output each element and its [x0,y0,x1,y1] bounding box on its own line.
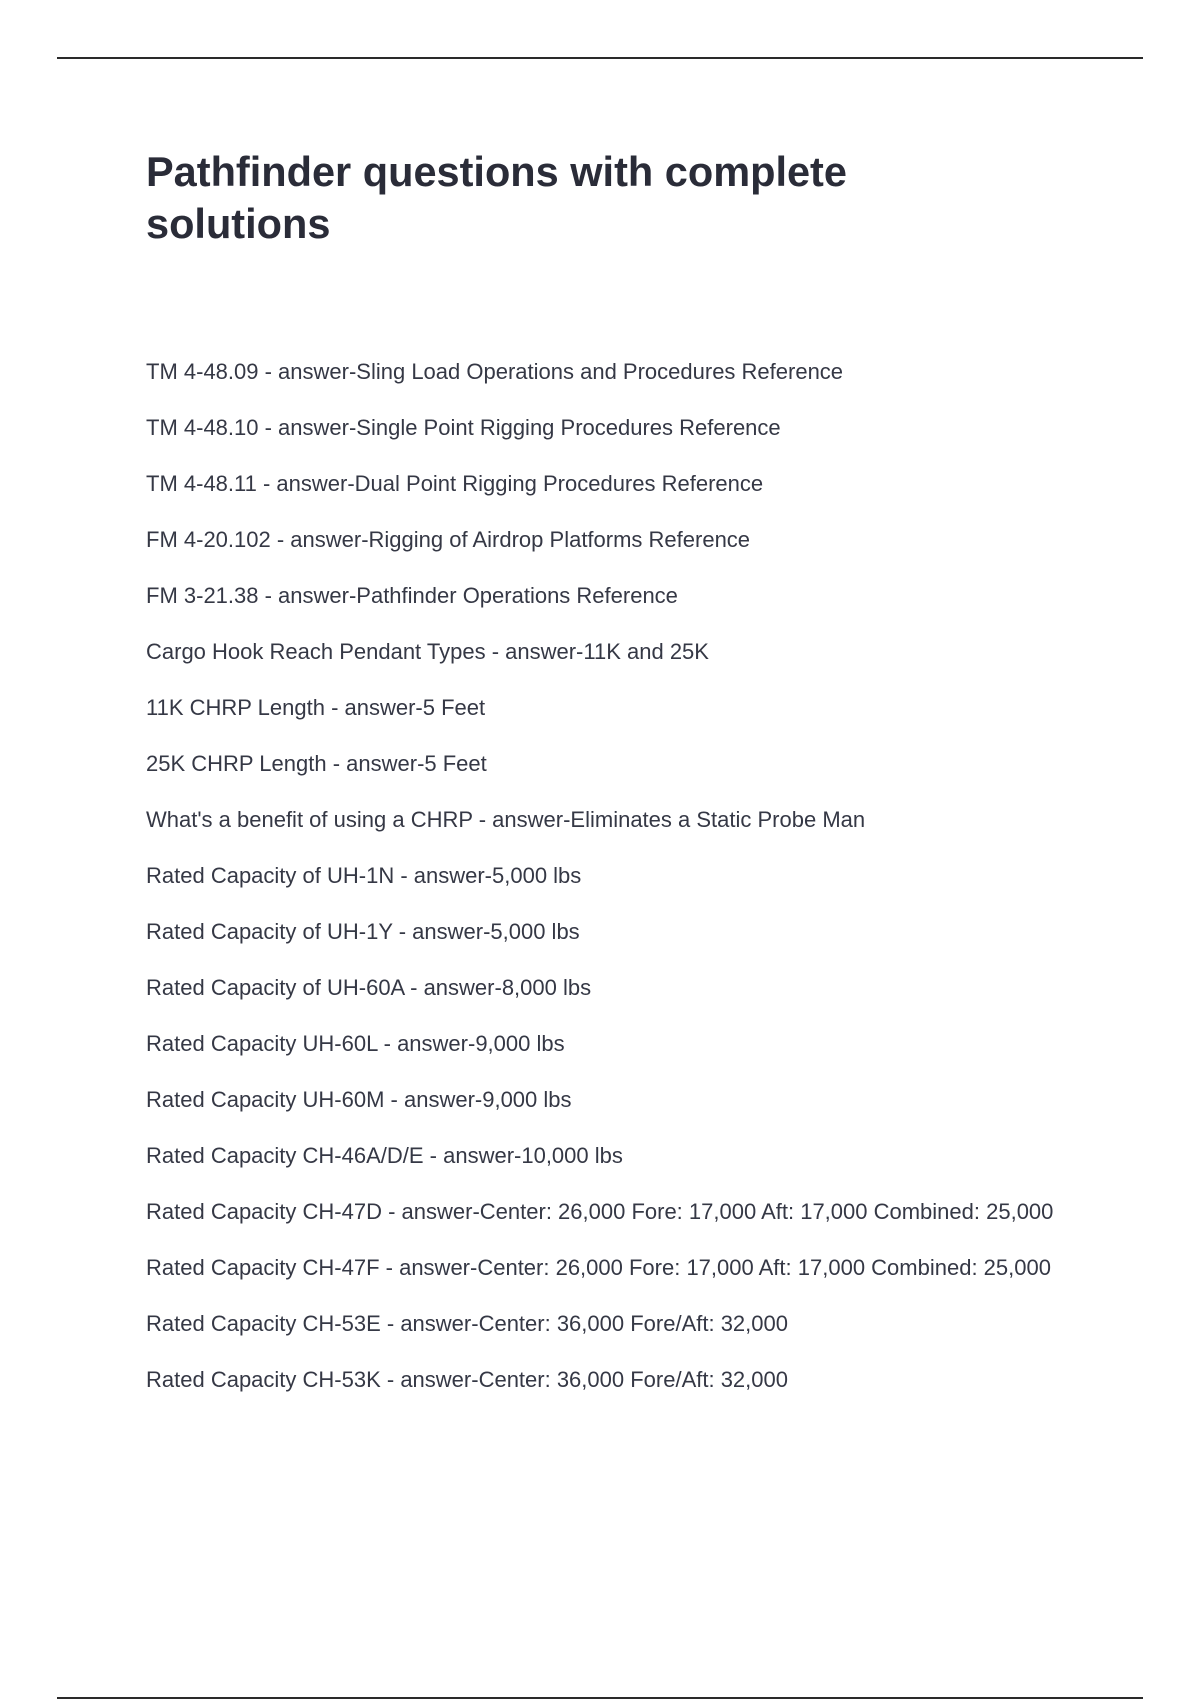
qa-item: TM 4-48.10 - answer-Single Point Rigging Procedures Reference [146,415,781,440]
qa-item: Rated Capacity CH-46A/D/E - answer-10,000 lbs [146,1143,623,1168]
qa-item: Cargo Hook Reach Pendant Types - answer-11K and 25K [146,639,709,664]
document-title: Pathfinder questions with complete solutions [146,148,847,247]
qa-item: Rated Capacity UH-60M - answer-9,000 lbs [146,1087,572,1112]
qa-item: What's a benefit of using a CHRP - answer-Eliminates a Static Probe Man [146,807,866,832]
qa-item: FM 4-20.102 - answer-Rigging of Airdrop Platforms Reference [146,527,751,552]
qa-list [146,358,1081,1394]
qa-item: TM 4-48.09 - answer-Sling Load Operations and Procedures Reference [146,359,844,384]
qa-item: Rated Capacity of UH-60A - answer-8,000 lbs [146,975,592,1000]
qa-item: Rated Capacity CH-47F - answer-Center: 26,000 Fore: 17,000 Aft: 17,000 Combined: 25,000 [146,1255,1051,1280]
bottom-divider [57,1697,1143,1699]
qa-item: Rated Capacity CH-47D - answer-Center: 26,000 Fore: 17,000 Aft: 17,000 Combined: 25,000 [146,1199,1054,1224]
qa-item: Rated Capacity UH-60L - answer-9,000 lbs [146,1031,565,1056]
qa-item: Rated Capacity of UH-1N - answer-5,000 lbs [146,863,582,888]
qa-item: Rated Capacity CH-53K - answer-Center: 36,000 Fore/Aft: 32,000 [146,1367,788,1392]
qa-item: Rated Capacity CH-53E - answer-Center: 36,000 Fore/Aft: 32,000 [146,1311,788,1336]
qa-item: TM 4-48.11 - answer-Dual Point Rigging Procedures Reference [146,471,764,496]
qa-item: Rated Capacity of UH-1Y - answer-5,000 lbs [146,919,580,944]
top-divider [57,57,1143,59]
qa-item: 25K CHRP Length - answer-5 Feet [146,751,487,776]
qa-item: FM 3-21.38 - answer-Pathfinder Operations Reference [146,583,678,608]
qa-item: 11K CHRP Length - answer-5 Feet [146,695,486,720]
